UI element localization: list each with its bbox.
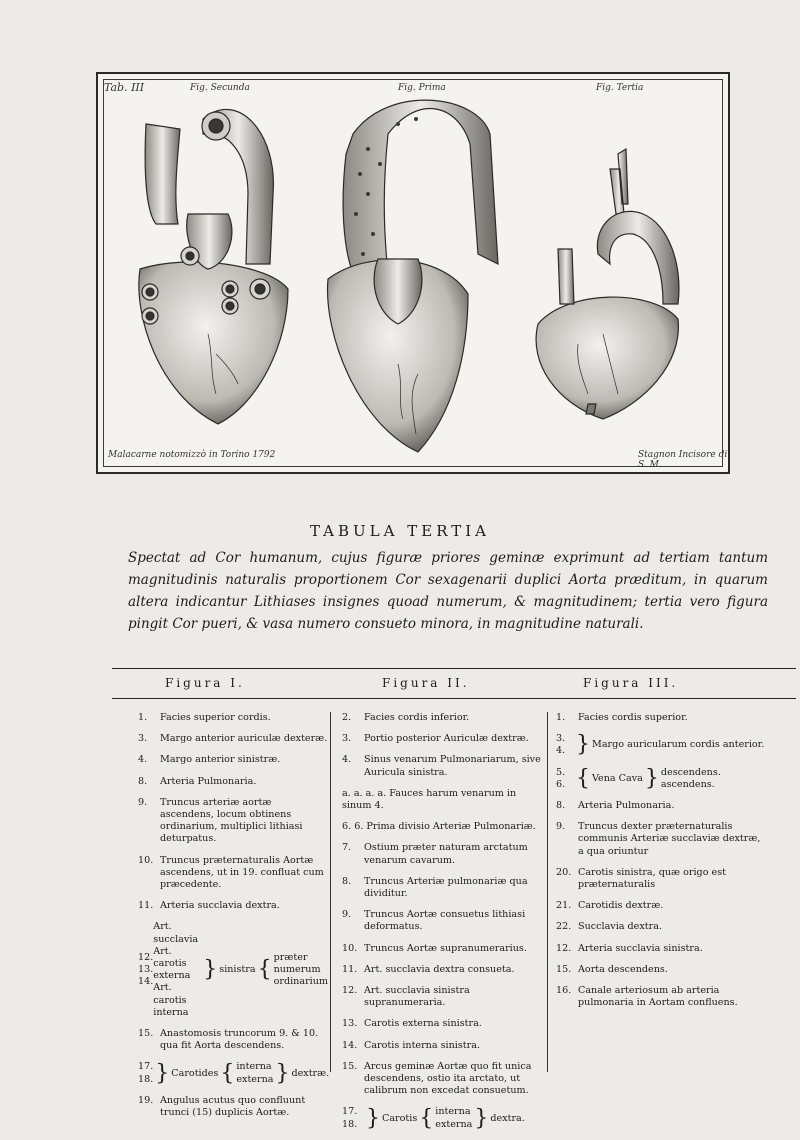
entry-text: descendens.	[660, 766, 721, 778]
entry-number: 10.	[138, 854, 154, 866]
right-brace-glyph: }	[366, 1105, 380, 1131]
entry-text: Sinus venarum Pulmonariarum, sive Auricula sinistra.	[364, 754, 541, 778]
engraved-plate	[96, 72, 730, 474]
entry-number: 9.	[138, 796, 148, 808]
entry-number: 17.	[342, 1106, 358, 1118]
entry-text: Arteria succlavia sinistra.	[578, 942, 703, 954]
plate-fig-prima-label: Fig. Prima	[398, 83, 446, 93]
entry-text: interna	[236, 1061, 272, 1073]
right-brace-glyph: }	[474, 1105, 489, 1131]
heart-figure-prima	[328, 100, 498, 452]
heart-figure-secunda	[139, 109, 288, 424]
entry-number: 12.	[138, 951, 154, 963]
legend-brace-group	[138, 921, 328, 1019]
entry-text: Portio posterior Auriculæ dextræ.	[364, 733, 529, 745]
entry-text: Succlavia dextra.	[578, 921, 662, 933]
legend-entry	[342, 876, 542, 900]
entry-text: ordinarium	[273, 976, 328, 988]
entry-number: 3.	[556, 733, 566, 745]
entry-text: Art. succlavia sinistra supranumeraria.	[364, 985, 470, 1009]
legend-entry	[342, 909, 542, 933]
entry-text: Ostium præter naturam arctatum venarum cavarum.	[364, 842, 528, 866]
entry-text: externa	[236, 1073, 274, 1085]
entry-text: Margo anterior sinistræ.	[160, 754, 281, 766]
figura-ii-heading: Figura II.	[382, 676, 470, 690]
entry-text: Angulus acutus quo confluunt trunci (15) duplicis Aortæ.	[160, 1094, 306, 1119]
plate-fig-tertia-label: Fig. Tertia	[596, 83, 644, 93]
legend-entry	[556, 800, 766, 812]
legend-entry	[138, 776, 328, 788]
plate-engraver-left: Malacarne notomizzò in Torino 1792	[108, 450, 276, 460]
entry-text: Arteria Pulmonaria.	[160, 775, 257, 787]
page-title: TABULA TERTIA	[310, 522, 490, 540]
entry-text: sinistra	[219, 964, 256, 976]
entry-text: interna	[435, 1106, 471, 1118]
entry-number: 14.	[138, 976, 154, 988]
legend-entry	[556, 943, 766, 955]
legend-entry	[138, 712, 328, 724]
legend-entry	[342, 964, 542, 976]
entry-text: Aorta descendens.	[578, 963, 668, 975]
legend-entry	[556, 964, 766, 976]
legend-entry	[342, 754, 542, 778]
legend-entry	[342, 1061, 542, 1098]
entry-number: 12.	[342, 985, 358, 997]
bottom-rule	[112, 698, 796, 699]
legend-entry	[342, 733, 542, 745]
legend-entry	[342, 1040, 542, 1052]
entry-text: Art. succlavia	[153, 921, 199, 945]
entry-text: Anastomosis truncorum 9. & 10. qua fit Aorta descendens.	[160, 1028, 319, 1052]
legend-entry	[342, 788, 542, 812]
entry-text: Truncus Arteriæ pulmonariæ qua dividitur.	[364, 875, 528, 900]
entry-number: 11.	[138, 900, 154, 912]
right-brace-glyph: }	[203, 957, 218, 983]
entry-number: 13.	[138, 964, 154, 976]
legend-entry	[342, 712, 542, 724]
legend-entry	[138, 733, 328, 745]
entry-text: ascendens.	[660, 778, 715, 790]
entry-text: dextræ.	[291, 1067, 330, 1079]
plate-tab-label: Tab. III	[104, 81, 145, 94]
column-divider-2	[547, 712, 548, 1072]
entry-text: Canale arteriosum ab arteria pulmonaria in Aortam confluens.	[578, 985, 738, 1009]
entry-number: 4.	[556, 745, 566, 757]
entry-text: 6. 6. Prima divisio Arteriæ Pulmonariæ.	[342, 821, 536, 833]
right-brace-glyph: }	[275, 1060, 290, 1086]
entry-number: 5.	[556, 766, 566, 778]
entry-text: Carotis	[382, 1112, 418, 1124]
entry-number: 8.	[556, 800, 566, 812]
legend-entry	[342, 842, 542, 866]
entry-number: 2.	[342, 712, 352, 723]
entry-number: 11.	[342, 963, 358, 975]
legend-entry	[138, 797, 328, 846]
entry-text: Carotis sinistra, quæ origo est præternaturalis	[578, 866, 726, 891]
entry-number: 19.	[138, 1094, 154, 1106]
entry-number: 4.	[138, 754, 148, 766]
plate-engraver-right: Stagnon Incisore di S. M.	[638, 450, 728, 470]
legend-brace-group	[138, 1061, 328, 1085]
entry-number: 12.	[556, 942, 572, 954]
entry-text: Truncus arteriæ aortæ ascendens, locum obtinens ordinarium, multiplici lithiasi deturpatus.	[160, 796, 303, 845]
entry-number: 4.	[342, 754, 352, 766]
entry-text: Arteria Pulmonaria.	[578, 800, 675, 812]
entry-text: dextra.	[490, 1112, 525, 1124]
entry-number: 8.	[138, 775, 148, 787]
entry-text: Arteria succlavia dextra.	[160, 900, 280, 912]
entry-number: 9.	[342, 909, 352, 921]
entry-text: Art. carotis externa	[153, 945, 191, 982]
entry-number: 18.	[138, 1073, 154, 1085]
legend-entry	[342, 1018, 542, 1030]
entry-text: Art. carotis interna	[153, 982, 189, 1018]
left-brace-glyph: {	[576, 765, 590, 791]
entry-number: 3.	[138, 733, 148, 745]
entry-number: 10.	[342, 942, 358, 954]
entry-text: Art. succlavia dextra consueta.	[364, 963, 515, 975]
entry-text: Carotis interna sinistra.	[364, 1039, 481, 1051]
entry-number: 22.	[556, 921, 572, 933]
entry-text: Margo anterior auriculæ dexteræ.	[160, 733, 328, 745]
legend-brace-group	[556, 733, 766, 757]
top-rule	[112, 668, 796, 669]
left-brace-glyph: {	[257, 957, 272, 983]
plate-fig-secunda-label: Fig. Secunda	[190, 83, 250, 93]
legend-entry	[556, 821, 766, 858]
legend-entry	[556, 900, 766, 912]
entry-number: 14.	[342, 1039, 358, 1051]
entry-number: 1.	[556, 712, 566, 723]
entry-number: 9.	[556, 821, 566, 833]
right-brace-glyph: }	[576, 732, 590, 758]
column-divider-1	[330, 712, 331, 1072]
entry-number: 17.	[138, 1061, 154, 1073]
entry-number: 1.	[138, 712, 148, 723]
entry-number: 7.	[342, 842, 352, 854]
figura-iii-legend	[556, 712, 766, 1018]
legend-brace-group	[342, 1106, 542, 1130]
entry-number: 8.	[342, 875, 352, 887]
heart-illustrations	[98, 74, 728, 472]
entry-text: Facies superior cordis.	[160, 712, 271, 723]
figura-i-heading: Figura I.	[165, 676, 245, 690]
left-brace-glyph: {	[220, 1060, 235, 1086]
entry-number: 15.	[138, 1028, 154, 1040]
entry-text: numerum	[273, 964, 321, 976]
legend-entry	[342, 821, 542, 833]
entry-text: Facies cordis inferior.	[364, 712, 470, 723]
entry-text: Truncus præternaturalis Aortæ ascendens, ut in 19. confluat cum præcedente.	[160, 854, 324, 891]
entry-text: a. a. a. a. Fauces harum venarum in sinum 4.	[342, 787, 517, 812]
entry-text: Carotidis dextræ.	[578, 900, 664, 912]
figura-i-legend	[138, 712, 328, 1128]
entry-number: 15.	[342, 1060, 358, 1072]
legend-entry	[556, 921, 766, 933]
legend-entry	[138, 1095, 328, 1119]
entry-text: Truncus dexter præternaturalis communis Arteriæ succlaviæ dextræ, a qua oriuntur	[578, 821, 761, 857]
entry-text: Truncus Aortæ supranumerarius.	[364, 942, 527, 954]
left-brace-glyph: {	[419, 1105, 434, 1131]
entry-text: Margo auricularum cordis anterior.	[592, 739, 765, 751]
legend-entry	[556, 712, 766, 724]
legend-entry	[556, 985, 766, 1009]
legend-entry	[138, 1028, 328, 1052]
entry-number: 6.	[556, 778, 566, 790]
legend-entry	[138, 754, 328, 766]
entry-text: Facies cordis superior.	[578, 712, 688, 723]
legend-brace-group	[556, 767, 766, 791]
entry-text: externa	[435, 1118, 473, 1130]
entry-number: 20.	[556, 866, 572, 878]
legend-entry	[342, 943, 542, 955]
entry-text: Arcus geminæ Aortæ quo fit unica descendens, ostio ita arctato, ut calibrum non excedat consuetum.	[364, 1060, 532, 1097]
right-brace-glyph: }	[644, 765, 659, 791]
entry-number: 3.	[342, 733, 352, 745]
legend-entry	[138, 855, 328, 892]
legend-entry	[556, 867, 766, 891]
entry-number: 16.	[556, 985, 572, 997]
entry-text: Truncus Aortæ consuetus lithiasi deformatus.	[364, 909, 526, 933]
entry-text: Carotides	[171, 1067, 219, 1079]
entry-text: Vena Cava	[592, 772, 643, 784]
figura-iii-heading: Figura III.	[583, 676, 679, 690]
entry-number: 15.	[556, 963, 572, 975]
figura-ii-legend	[342, 712, 542, 1140]
entry-text: Carotis externa sinistra.	[364, 1018, 482, 1030]
entry-text: præter	[273, 951, 308, 963]
legend-entry	[342, 985, 542, 1009]
entry-number: 21.	[556, 900, 572, 912]
entry-number: 13.	[342, 1018, 358, 1030]
intro-paragraph: Spectat ad Cor humanum, cujus figuræ priores geminæ exprimunt ad tertiam tantum magnitudinis naturalis proportionem Cor sexagenarii duplici Aorta præditum, in quarum altera indicantur Lithiases insignes quoad numerum, & magnitudinem; tertia vero figura pingit Cor pueri, & vasa numero consueto minora, in magnitudine naturali.	[128, 550, 768, 632]
legend-entry	[138, 900, 328, 912]
right-brace-glyph: }	[155, 1060, 170, 1086]
entry-number: 18.	[342, 1118, 358, 1130]
heart-figure-tertia	[536, 149, 679, 419]
